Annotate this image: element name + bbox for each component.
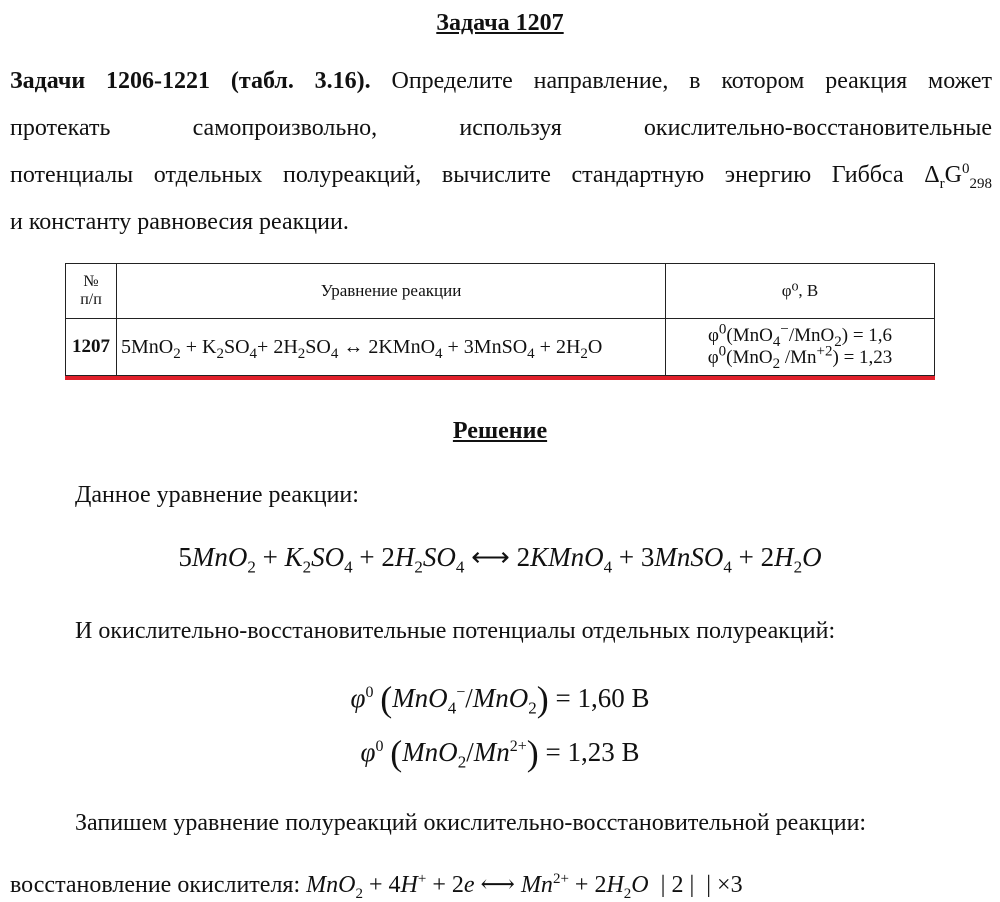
header-equation: Уравнение реакции (117, 264, 666, 319)
header-potential: φ⁰, В (666, 264, 935, 319)
half-reaction-line-partial: восстановление окислителя: MnO$_2$ + 4H+ + 2e ⟷ $Mn^{2+} + 2H_2O$ | 2 | | ×3 (10, 871, 743, 902)
statement-line-2: протекать самопроизвольно, используя окислительно-восстановительные (10, 115, 992, 141)
statement-line-4: и константу равновесия реакции. (10, 209, 349, 235)
statement-line-3: потенциалы отдельных полуреакций, вычислите стандартную энергию Гиббса $\Delta_rG^0_{298}$ (10, 161, 992, 192)
task-range-label: Задачи 1206-1221 (табл. 3.16). (10, 68, 371, 94)
reaction-equation: $5MnO_2 + K_2SO_4 + 2H_2SO_4$ ⟷ 2KMnO$_4$ + 3MnSO$_4$ + $2H_2O$ (178, 542, 822, 577)
red-underline (65, 376, 935, 380)
statement-line-1: Определите направление, в котором реакция может (391, 68, 993, 94)
row-equation: $5MnO_2 + K_2SO_4+ 2H_2SO_4$ ↔ 2KMnO$_4$ + 3MnSO$_4$ + $2H_2O$ (117, 319, 666, 376)
task-table (65, 263, 935, 376)
paragraph-equation-intro: Данное уравнение реакции: (75, 482, 359, 508)
potential-2: $\varphi^0$ $(MnO_2/Mn^{2+}) = 1,23$ В (360, 733, 640, 773)
solution-title: Решение (452, 418, 548, 444)
paragraph-potentials-intro: И окислительно-восстановительные потенциалы отдельных полуреакций: (75, 618, 836, 644)
paragraph-half-reactions: Запишем уравнение полуреакций окислительно-восстановительной реакции: (75, 810, 867, 836)
header-number: № п/п (66, 264, 117, 319)
task-statement (10, 58, 992, 246)
page-title: Задача 1207 (436, 10, 564, 36)
potential-1: $\varphi^0$ (MnO$_4$−/MnO$_2$) = 1,60 В (350, 679, 650, 719)
row-potentials: $\varphi^0(MnO_4^-/MnO_2) = 1,6$ $\varphi^0(MnO_2$ $/Mn^{+2}) = 1,23$ (666, 319, 935, 376)
row-number: 1207 (66, 319, 117, 376)
